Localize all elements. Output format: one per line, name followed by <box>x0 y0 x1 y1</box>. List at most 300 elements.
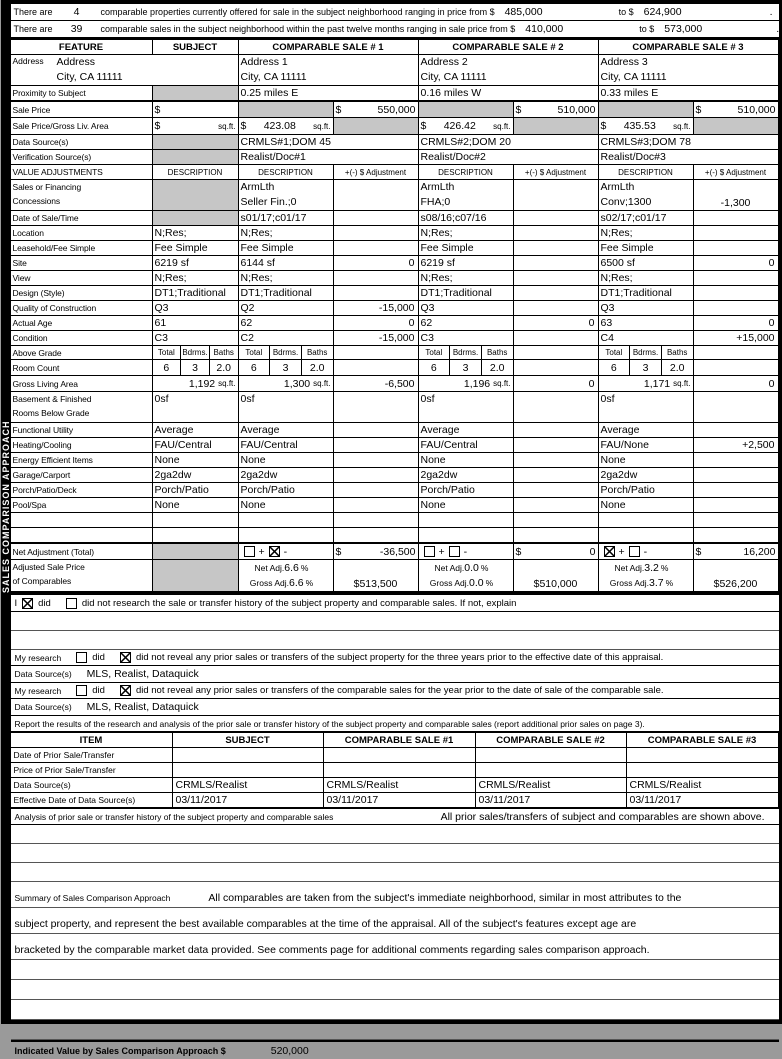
grid-adj_price-c2-net: 0.0 <box>464 562 479 574</box>
grid-address-c3-1: City, CA 11111 <box>600 71 667 83</box>
grid-design-c3: DT1;Traditional <box>599 286 694 301</box>
data-source-value: MLS, Realist, Dataquick <box>86 701 199 713</box>
net-adj-c3-plus-checkbox[interactable] <box>604 546 615 557</box>
grid-sale_price-c1: 550,000 <box>377 103 416 116</box>
grid-pool-c1: None <box>239 498 334 513</box>
grid-pool-c2: None <box>419 498 514 513</box>
grid-proximity-c2: 0.16 miles W <box>419 86 599 101</box>
grid-pool-s: None <box>153 498 239 513</box>
cell <box>694 560 779 592</box>
summary-label: Summary of Sales Comparison Approach <box>14 893 171 903</box>
grid-headers-3: COMPARABLE SALE # 2 <box>419 40 599 55</box>
cell <box>255 561 317 575</box>
prior-row-cell: CRMLS/Realist <box>627 778 779 793</box>
cell <box>694 180 779 211</box>
grid-data_source-c2: CRMLS#2;DOM 20 <box>419 135 599 150</box>
address-label: Address <box>12 56 44 66</box>
grid-adj_price-label1: Adjusted Sale Price <box>12 562 85 572</box>
percent-sign: % <box>480 563 489 573</box>
grid-porch-a2 <box>514 483 599 498</box>
grid-room_count-s-1: 3 <box>181 360 210 375</box>
section-sidebar <box>1 4 11 1020</box>
cell <box>239 513 334 528</box>
cell <box>514 360 599 376</box>
address-subject <box>11 55 239 86</box>
cell <box>419 528 514 543</box>
cell <box>334 360 419 376</box>
grid-adj_price-gross: Gross Adj. <box>609 578 650 588</box>
prior-row-cell: CRMLS/Realist <box>476 778 627 793</box>
grid-garage-label: Garage/Carport <box>11 468 153 483</box>
grid-pool-c3: None <box>599 498 694 513</box>
cell <box>599 376 694 392</box>
prior-row-cell <box>324 748 476 763</box>
research-text: My research <box>14 652 62 663</box>
statement-text: comparable sales in the subject neighborhood within the past twelve months ranging in sale price from $ <box>100 24 516 34</box>
adj-price-c3-pcts <box>599 560 694 592</box>
cell <box>514 513 599 528</box>
grid-functional-s: Average <box>153 423 239 438</box>
grid-location-c2: N;Res; <box>419 226 514 241</box>
cell <box>334 346 419 360</box>
grid-view-a2 <box>514 271 599 286</box>
net-adj-c2-minus-checkbox[interactable] <box>449 546 460 557</box>
grid-porch-c1: Porch/Patio <box>239 483 334 498</box>
statement-text: to $ <box>618 7 634 17</box>
grid-above_grade-label: Above Grade <box>11 346 153 360</box>
percent-sign: % <box>300 563 309 573</box>
grid-above_grade-h-1: Bdrms. <box>270 346 302 359</box>
grid-address-subj-1: City, CA 11111 <box>56 71 123 83</box>
cell <box>153 211 239 226</box>
grid-porch-c2: Porch/Patio <box>419 483 514 498</box>
grid-leasehold-c2: Fee Simple <box>419 241 514 256</box>
prior-row-cell <box>627 763 779 778</box>
grid-age-label: Actual Age <box>11 316 153 331</box>
prior-sale-history-table <box>11 731 779 809</box>
grid-basement-c2: 0sf <box>419 392 514 423</box>
grid-site-a2 <box>514 256 599 271</box>
grid-va_header-adj: +(-) $ Adjustment <box>334 165 419 180</box>
grid-proximity-c1: 0.25 miles E <box>239 86 419 101</box>
grid-leasehold-c1: Fee Simple <box>239 241 334 256</box>
grid-adj_price-net: Net Adj. <box>254 563 285 573</box>
sales-count: 39 <box>70 23 83 35</box>
grid-porch-a1 <box>334 483 419 498</box>
my-research1-did-checkbox[interactable] <box>76 652 87 663</box>
cell <box>469 576 501 590</box>
cell <box>644 561 676 575</box>
prior-row-label: Data Source(s) <box>11 778 173 793</box>
grid-room_count-c3-2: 2.0 <box>669 361 685 374</box>
grid-va_header-desc: DESCRIPTION <box>599 165 694 180</box>
cell <box>514 528 599 543</box>
grid-verification-c1: Realist/Doc#1 <box>239 150 419 165</box>
grid-view-a1 <box>334 271 419 286</box>
grid-condition-label: Condition <box>11 331 153 346</box>
cell <box>334 543 419 560</box>
blank-line <box>11 1020 779 1040</box>
grid-energy-c3: None <box>599 453 694 468</box>
cell <box>419 118 514 135</box>
adj-price-label <box>11 560 153 592</box>
grid-gla-c2: 1,196 <box>463 377 491 390</box>
grid-data_source-c3: CRMLS#3;DOM 78 <box>599 135 779 150</box>
prior-row-cell <box>324 763 476 778</box>
cell <box>153 360 239 376</box>
grid-pool-label: Pool/Spa <box>11 498 153 513</box>
grid-concessions-c3adj: -1,300 <box>720 197 751 209</box>
sqft-unit: sq.ft. <box>673 379 691 388</box>
grid-gla-a3: 0 <box>694 376 779 392</box>
prior-row-cell <box>173 748 324 763</box>
grid-garage-c2: 2ga2dw <box>419 468 514 483</box>
grid-pool-a3 <box>694 498 779 513</box>
cell <box>239 360 334 376</box>
my-research-subject-line <box>11 650 779 666</box>
grid-room_count-label: Room Count <box>11 360 153 376</box>
grid-quality-a2 <box>514 301 599 316</box>
address-c2 <box>419 55 599 86</box>
sqft-unit: sq.ft. <box>313 121 331 131</box>
data-source-line-1 <box>11 666 779 683</box>
cell <box>153 150 239 165</box>
grid-basement-label2: Rooms Below Grade <box>12 408 90 418</box>
cell <box>599 360 694 376</box>
summary-line-3 <box>11 934 779 960</box>
concessions-c2 <box>419 180 514 211</box>
grid-sale_price-label: Sale Price <box>11 101 153 118</box>
grid-site-s: 6219 sf <box>153 256 239 271</box>
did-research-checkbox[interactable] <box>22 598 33 609</box>
prior-row-cell: CRMLS/Realist <box>324 778 476 793</box>
summary-text: bracketed by the comparable market data provided. See comments page for additional comments regarding sales comparison approach. <box>14 944 650 956</box>
blank-line <box>11 844 779 863</box>
offered-statement <box>11 4 779 21</box>
cell <box>514 392 599 423</box>
cell <box>334 513 419 528</box>
grid-above_grade-h-0: Total <box>599 346 631 359</box>
plus-sign: + <box>258 545 265 558</box>
grid-leasehold-a2 <box>514 241 599 256</box>
grid-above_grade-h-1: Bdrms. <box>630 346 662 359</box>
sqft-unit: sq.ft. <box>218 379 236 388</box>
percent-sign: % <box>485 578 494 588</box>
grid-heating-a2 <box>514 438 599 453</box>
grid-age-a2: 0 <box>514 316 599 331</box>
concessions-label <box>11 180 153 211</box>
research-text: did not research the sale or transfer history of the subject property and comparable sales. If not, explain <box>81 597 517 609</box>
grid-room_count-c2-2: 2.0 <box>489 361 505 374</box>
grid-leasehold-label: Leasehold/Fee Simple <box>11 241 153 256</box>
grid-gla-a1: -6,500 <box>334 376 419 392</box>
prior-header-4: COMPARABLE SALE #3 <box>627 733 779 748</box>
price-gla-subject <box>153 118 239 135</box>
grid-location-s: N;Res; <box>153 226 239 241</box>
grid-above_grade-h-2: Baths <box>486 348 508 357</box>
statement-text: comparable properties currently offered for sale in the subject neighborhood ranging in price from $ <box>100 7 495 17</box>
research-text: did <box>92 685 105 696</box>
summary-line-1 <box>11 882 779 908</box>
grid-adj_price-c1-net: 6.6 <box>284 562 299 574</box>
grid-headers-4: COMPARABLE SALE # 3 <box>599 40 779 55</box>
cell <box>599 118 694 135</box>
cell <box>239 101 334 118</box>
grid-quality-c1: Q2 <box>239 301 334 316</box>
grid-verification-c3: Realist/Doc#3 <box>599 150 779 165</box>
grid-address-c3-0: Address 3 <box>600 56 648 68</box>
grid-location-a3 <box>694 226 779 241</box>
grid-condition-c3: C4 <box>599 331 694 346</box>
statement-text: There are <box>13 7 53 17</box>
prior-row-cell: CRMLS/Realist <box>173 778 324 793</box>
grid-quality-s: Q3 <box>153 301 239 316</box>
grid-price_gla-label: Sale Price/Gross Liv. Area <box>11 118 153 135</box>
grid-above_grade-h-2: Baths <box>306 348 328 357</box>
grid-concessions-c1-1: Seller Fin.;0 <box>240 196 297 208</box>
grid-quality-a1: -15,000 <box>334 301 419 316</box>
cell <box>599 513 694 528</box>
grid-adj_price-gross: Gross Adj. <box>429 578 470 588</box>
cell <box>239 528 334 543</box>
grid-date_sale-c3: s02/17;c01/17 <box>599 211 694 226</box>
report-results-line <box>11 716 779 731</box>
cell <box>334 118 419 135</box>
cell <box>694 543 779 560</box>
grid-room_count-c2-1: 3 <box>450 360 482 375</box>
cell <box>610 576 681 590</box>
grid-design-a1 <box>334 286 419 301</box>
research-text: did <box>38 597 51 609</box>
cell <box>239 376 334 392</box>
prior-row-label: Date of Prior Sale/Transfer <box>11 748 173 763</box>
dollar-sign: $ <box>420 120 427 132</box>
grid-address-subj-0: Address <box>56 56 96 68</box>
plus-sign: + <box>438 545 445 558</box>
cell <box>334 101 419 118</box>
indicated-value: 520,000 <box>270 1044 309 1057</box>
grid-price_gla-c3: 435.53 <box>623 120 656 132</box>
grid-gla-a2: 0 <box>514 376 599 392</box>
prior-row-label: Effective Date of Data Source(s) <box>11 793 173 808</box>
grid-basement-s: 0sf <box>153 392 239 423</box>
sales-comparison-grid <box>11 38 779 595</box>
blank-line <box>11 980 779 1000</box>
grid-garage-c1: 2ga2dw <box>239 468 334 483</box>
grid-condition-a1: -15,000 <box>334 331 419 346</box>
grid-garage-c3: 2ga2dw <box>599 468 694 483</box>
blank-line <box>11 825 779 844</box>
blank-row-cell <box>11 513 153 528</box>
grid-design-a3 <box>694 286 779 301</box>
grid-functional-c3: Average <box>599 423 694 438</box>
grid-address-c1-0: Address 1 <box>240 56 288 68</box>
grid-view-s: N;Res; <box>153 271 239 286</box>
grid-design-label: Design (Style) <box>11 286 153 301</box>
cell <box>153 513 239 528</box>
prior-row-cell <box>476 748 627 763</box>
net-adj-c1-minus-checkbox[interactable] <box>269 546 280 557</box>
grid-room_count-s-0: 6 <box>153 360 182 375</box>
grid-address-c2-1: City, CA 11111 <box>420 71 487 83</box>
dollar-sign: $ <box>154 103 161 116</box>
grid-gla-c1: 1,300 <box>283 377 311 390</box>
grid-energy-label: Energy Efficient Items <box>11 453 153 468</box>
grid-leasehold-a1 <box>334 241 419 256</box>
net-adj-c3-boxes <box>599 543 694 560</box>
grid-net_adj-label: Net Adjustment (Total) <box>11 543 153 560</box>
basement-label <box>11 392 153 423</box>
cell <box>649 576 681 590</box>
grid-quality-c2: Q3 <box>419 301 514 316</box>
cell <box>714 578 758 590</box>
grid-leasehold-c3: Fee Simple <box>599 241 694 256</box>
cell <box>419 346 514 360</box>
grid-quality-label: Quality of Construction <box>11 301 153 316</box>
statement-period: . <box>769 6 773 18</box>
grid-room_count-s-2: 2.0 <box>216 361 231 374</box>
concessions-c3 <box>599 180 694 211</box>
sqft-unit: sq.ft. <box>493 379 511 388</box>
grid-basement-c1: 0sf <box>239 392 334 423</box>
cell <box>153 346 239 360</box>
blank-row-cell <box>11 528 153 543</box>
grid-va_header-adj: +(-) $ Adjustment <box>514 165 599 180</box>
grid-design-c2: DT1;Traditional <box>419 286 514 301</box>
plus-sign: + <box>618 545 625 558</box>
grid-energy-a1 <box>334 453 419 468</box>
cell <box>284 561 316 575</box>
grid-address-c2-0: Address 2 <box>420 56 468 68</box>
my-research2-did-not-checkbox[interactable] <box>120 685 131 696</box>
net-adj-c3-minus-checkbox[interactable] <box>629 546 640 557</box>
grid-location-a2 <box>514 226 599 241</box>
grid-site-c3: 6500 sf <box>599 256 694 271</box>
percent-sign: % <box>665 578 674 588</box>
grid-headers-2: COMPARABLE SALE # 1 <box>239 40 419 55</box>
cell <box>334 211 419 226</box>
grid-garage-a1 <box>334 468 419 483</box>
grid-adj_price-c3-gross: 3.7 <box>649 577 664 589</box>
grid-above_grade-h-0: Total <box>419 346 451 359</box>
grid-gla-s: 1,192 <box>188 377 216 390</box>
grid-va_header-desc: DESCRIPTION <box>239 165 334 180</box>
sales-price-high: 573,000 <box>664 23 703 35</box>
grid-room_count-c3-0: 6 <box>599 360 631 375</box>
grid-functional-a2 <box>514 423 599 438</box>
minus-sign: - <box>283 545 288 558</box>
grid-va_header-label: VALUE ADJUSTMENTS <box>11 165 153 180</box>
grid-condition-c2: C3 <box>419 331 514 346</box>
percent-sign: % <box>660 563 669 573</box>
dollar-sign: $ <box>335 103 342 116</box>
prior-row-cell: 03/11/2017 <box>324 793 476 808</box>
statement-text: There are <box>13 24 53 34</box>
grid-pool-a2 <box>514 498 599 513</box>
grid-view-c3: N;Res; <box>599 271 694 286</box>
grid-design-c1: DT1;Traditional <box>239 286 334 301</box>
grid-concessions-label1: Sales or Financing <box>12 182 82 192</box>
grid-leasehold-s: Fee Simple <box>153 241 239 256</box>
grid-concessions-c1-0: ArmLth <box>240 181 275 193</box>
grid-site-label: Site <box>11 256 153 271</box>
sqft-unit: sq.ft. <box>673 121 691 131</box>
my-research2-did-checkbox[interactable] <box>76 685 87 696</box>
sale-price-subject <box>153 101 239 118</box>
net-adj-c2-plus-checkbox[interactable] <box>424 546 435 557</box>
cell <box>694 392 779 423</box>
grid-quality-a3 <box>694 301 779 316</box>
cell <box>514 560 599 592</box>
grid-price_gla-c1: 423.08 <box>263 120 296 132</box>
blank-line <box>11 1000 779 1020</box>
prior-row-cell <box>627 748 779 763</box>
did-not-research-checkbox[interactable] <box>66 598 77 609</box>
grid-room_count-c1-2: 2.0 <box>309 361 325 374</box>
grid-adj_price-c3-net: 3.2 <box>644 562 659 574</box>
proximity-subject <box>153 86 239 101</box>
grid-condition-s: C3 <box>153 331 239 346</box>
grid-functional-label: Functional Utility <box>11 423 153 438</box>
grid-adj_price-net: Net Adj. <box>434 563 465 573</box>
my-research-comparables-line <box>11 683 779 699</box>
grid-concessions-c2-0: ArmLth <box>420 181 455 193</box>
my-research1-did-not-checkbox[interactable] <box>120 652 131 663</box>
prior-row-cell: 03/11/2017 <box>173 793 324 808</box>
grid-garage-s: 2ga2dw <box>153 468 239 483</box>
grid-above_grade-h-2: Baths <box>666 348 688 357</box>
grid-energy-c1: None <box>239 453 334 468</box>
grid-date_sale-label: Date of Sale/Time <box>11 211 153 226</box>
cell <box>334 180 419 211</box>
sales-statement <box>11 21 779 38</box>
grid-price_gla-c2: 426.42 <box>443 120 476 132</box>
cell <box>694 211 779 226</box>
cell <box>694 118 779 135</box>
offered-price-high: 624,900 <box>643 6 682 18</box>
prior-header-0: ITEM <box>11 733 173 748</box>
grid-energy-a3 <box>694 453 779 468</box>
grid-energy-a2 <box>514 453 599 468</box>
data-source-label: Data Source(s) <box>14 702 72 712</box>
grid-proximity-c3: 0.33 miles E <box>599 86 779 101</box>
dollar-sign: $ <box>335 545 342 558</box>
dollar-sign: $ <box>533 578 540 590</box>
grid-above_grade-h-0: Total <box>153 346 182 359</box>
grid-above_grade-h-1: Bdrms. <box>181 346 210 359</box>
form-content <box>11 4 779 1059</box>
net-adj-c1-plus-checkbox[interactable] <box>244 546 255 557</box>
dollar-sign: $ <box>515 545 522 558</box>
grid-age-c2: 62 <box>419 316 514 331</box>
net-adj-c2-boxes <box>419 543 514 560</box>
cell <box>514 211 599 226</box>
grid-basement-c3: 0sf <box>599 392 694 423</box>
grid-heating-a3: +2,500 <box>694 438 779 453</box>
grid-above_grade-h-2: Baths <box>213 348 234 357</box>
research-text: My research <box>14 685 62 696</box>
blank-line <box>11 960 779 980</box>
grid-view-c2: N;Res; <box>419 271 514 286</box>
grid-data_source-label: Data Source(s) <box>11 135 153 150</box>
grid-date_sale-c1: s01/17;c01/17 <box>239 211 334 226</box>
indicated-value-label: Indicated Value by Sales Comparison Approach $ <box>14 1045 226 1056</box>
grid-above_grade-h-1: Bdrms. <box>450 346 482 359</box>
minus-sign: - <box>643 545 648 558</box>
grid-net_adj-c1-v: -36,500 <box>379 545 416 558</box>
grid-gla-label: Gross Living Area <box>11 376 153 392</box>
cell <box>599 528 694 543</box>
